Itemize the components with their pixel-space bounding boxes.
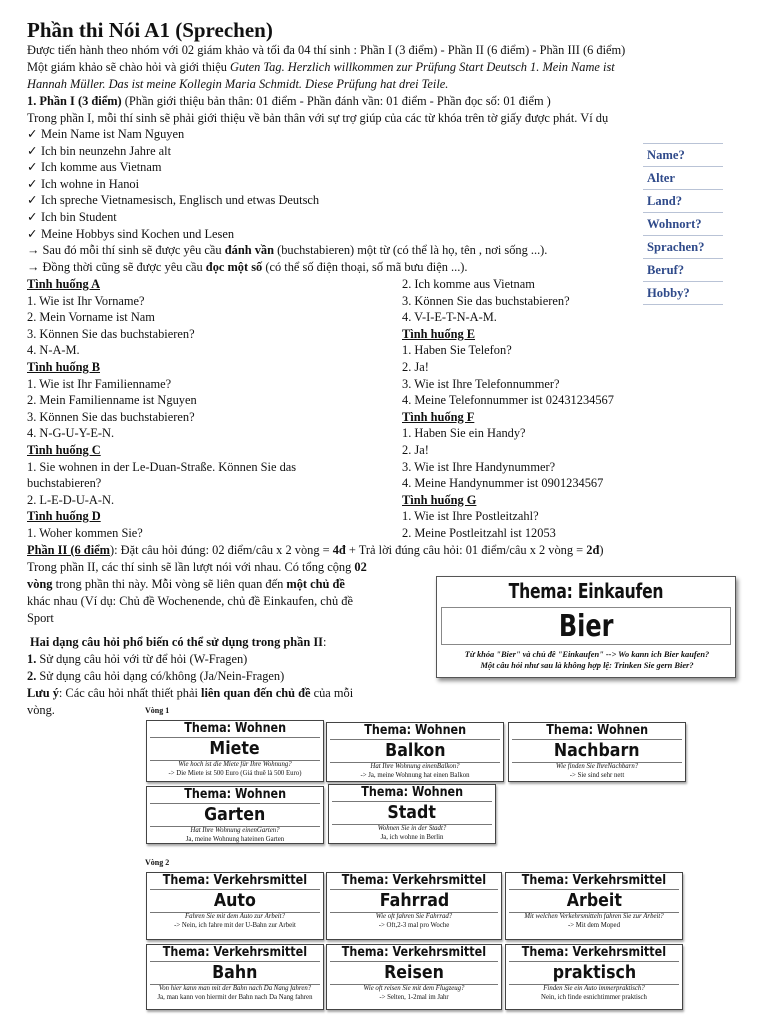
part1-heading-rest: (Phần giới thiệu bản thân: 01 điểm - Phần đánh vần: 01 điểm - Phần đọc số: 01 điểm ) [124,94,551,108]
number-instruction: → Đồng thời cũng sẽ được yêu cầu đọc một số (có thể số điện thoại, số mã bưu điện ...). [27,259,468,274]
dialog-line: 1. Sie wohnen in der Le-Duan-Straße. Können Sie das [27,459,297,474]
dialog-line: 4. N-G-U-Y-E-N. [27,426,115,441]
topic-card: Thema: Verkehrsmittel Bahn Von hier kann man mit der Bahn nach Da Nang fahren? Ja, man kann von hiermit der Bahn nach Da Nang fahren [146,944,324,1010]
dialog-line: 2. Meine Postleitzahl ist 12053 [402,525,556,540]
dialog-line: 2. Ja! [402,359,429,374]
question-form-2: 2. Sử dụng câu hỏi dạng có/không (Ja/Nein-Fragen) [27,669,285,683]
example-card-note: Từ khóa "Bier" và chủ đề "Einkaufen" --> Wo kann ich Bier kaufen? Một câu hỏi như sau là không hợp lệ: Trinken Sie gern Bier? [464,650,710,670]
topic-card: Thema: Wohnen Nachbarn Wie finden Sie IhreNachbarn? -> Sie sind sehr nett [508,722,686,782]
dialog-line: 1. Wie ist Ihr Familienname? [27,376,172,391]
topic-card: Thema: Verkehrsmittel Auto Fahren Sie mit dem Auto zur Arbeit? -> Nein, ich fahre mit der U-Bahn zur Arbeit [146,872,324,940]
example-card [436,576,736,678]
intro-line-2-text: Một giám khảo sẽ chào hỏi và giới thiệu [27,60,231,74]
sidebar-item-alter: Alter [643,167,723,190]
topic-card: Thema: Verkehrsmittel Reisen Wie oft reisen Sie mit dem Flugzeug? -> Selten, 1-2mal im Jahr [326,944,502,1010]
part1-heading [27,93,551,110]
dialog-line: 3. Können Sie das buchstabieren? [402,293,570,308]
situation-heading: Tình huống F [402,409,475,424]
situation-heading: Tình huống G [402,492,477,507]
check-icon: ✓ [27,226,38,241]
dialog-line: 1. Haben Sie ein Handy? [402,426,526,441]
dialog-line: 3. Können Sie das buchstabieren? [27,326,195,341]
example-card-word: Bier [441,607,731,645]
topic-card: Thema: Wohnen Balkon Hat Ihre Wohnung einenBalkon? -> Ja, meine Wohnung hat einen Balkon [326,722,504,782]
situations-right [402,276,702,542]
round-2-label: Vòng 2 [145,858,170,867]
dialog-line: 1. Wie ist Ihr Vorname? [27,293,145,308]
check-icon: ✓ [27,127,38,141]
part2-para-4: Sport [27,611,54,625]
dialog-line: 2. Mein Familienname ist Nguyen [27,393,197,408]
dialog-line: 3. Wie ist Ihre Handynummer? [402,459,556,474]
check-item: ✓ Ich bin neunzehn Jahre alt [27,143,172,158]
check-icon: ✓ [27,143,38,158]
dialog-line: 4. V-I-E-T-N-A-M. [402,310,497,325]
sidebar-item-name: Name? [643,144,723,167]
check-list [27,126,547,275]
situation-heading: Tình huống A [27,277,101,291]
check-item: ✓ Ich bin Student [27,209,117,224]
dialog-line: 1. Haben Sie Telefon? [402,343,512,358]
topic-card: Thema: Verkehrsmittel Fahrrad Wie oft fahren Sie Fahrrad? -> Oft,2-3 mal pro Woche [326,872,502,940]
check-item: ✓ Ich wohne in Hanoi [27,176,140,191]
sidebar-item-wohnort: Wohnort? [643,213,723,236]
situation-heading: Tình huống C [27,442,101,457]
question-form-1: 1. Sử dụng câu hỏi với từ để hỏi (W-Fragen) [27,652,248,666]
intro-line-3: Hannah Müller. Das ist meine Kollegin Maria Schmidt. Diese Prüfung hat drei Teile. [27,77,449,91]
part1-heading-bold: 1. Phần I (3 điểm) [27,94,122,108]
dialog-line: 2. Ja! [402,442,429,457]
sidebar-item-hobby: Hobby? [643,282,723,305]
check-icon: ✓ [27,160,38,175]
topic-card: Thema: Wohnen Stadt Wohnen Sie in der Stadt? Ja, ich wohne in Berlin [328,784,496,844]
check-item: ✓ Ich komme aus Vietnam [27,160,162,175]
check-item: ✓ Ich spreche Vietnamesisch, Englisch und etwas Deutsch [27,193,320,208]
dialog-line: 2. Ich komme aus Vietnam [402,277,535,291]
sidebar-item-sprachen: Sprachen? [643,236,723,259]
dialog-line: 4. Meine Telefonnummer ist 02431234567 [402,393,614,408]
topic-card: Thema: Wohnen Miete Wie hoch ist die Miete für Ihre Wohnung? -> Die Miete ist 500 Euro (Giá thuê là 500 Euro) [146,720,324,782]
check-item: ✓ Mein Name ist Nam Nguyen [27,127,185,141]
dialog-line: buchstabieren? [27,476,102,491]
check-icon: ✓ [27,209,38,224]
check-icon: ✓ [27,176,38,191]
topic-card: Thema: Verkehrsmittel praktisch Finden Sie ein Auto immerpraktisch? Nein, ich finde esnichtimmer praktisch [505,944,683,1010]
dialog-line: 3. Wie ist Ihre Telefonnummer? [402,376,560,391]
dialog-line: 2. Mein Vorname ist Nam [27,310,155,325]
check-item: ✓ Meine Hobbys sind Kochen und Lesen [27,226,235,241]
note-line-1: Lưu ý: Các câu hỏi nhất thiết phải liên quan đến chủ đề của mỗi [27,686,354,700]
round-1-label: Vòng 1 [145,706,170,715]
intro-greeting: Guten Tag. Herzlich willkommen zur Prüfung Start Deutsch 1. Mein Name ist [230,60,615,74]
sidebar-item-beruf: Beruf? [643,259,723,282]
example-card-topic: Thema: Einkaufen [508,579,664,603]
page-title: Phần thi Nói A1 (Sprechen) [27,18,273,42]
topic-card: Thema: Verkehrsmittel Arbeit Mit welchen Verkehrsmitteln fahren Sie zur Arbeit? -> Mit dem Moped [505,872,683,940]
situations-left [27,276,407,542]
dialog-line: 1. Wie ist Ihre Postleitzahl? [402,509,539,524]
part2-para-2: vòng trong phần thi này. Mỗi vòng sẽ liên quan đến một chủ đề [27,577,345,591]
situation-heading: Tình huống B [27,359,101,374]
dialog-line: 3. Können Sie das buchstabieren? [27,409,195,424]
check-icon: ✓ [27,193,38,208]
part2-para-1: Trong phần II, các thí sinh sẽ lần lượt nói với nhau. Có tổng cộng 02 [27,560,367,574]
part2-heading: Phần II (6 điểm): Đặt câu hỏi đúng: 02 điểm/câu x 2 vòng = 4đ + Trả lời đúng câu hỏi: 01 điểm/câu x 2 vòng = 2đ) [27,543,604,557]
dialog-line: 2. L-E-D-U-A-N. [27,492,115,507]
situation-heading: Tình huống D [27,509,101,524]
question-forms-heading: Hai dạng câu hỏi phổ biến có thể sử dụng trong phần II: [30,635,327,649]
spelling-instruction: → Sau đó mỗi thí sinh sẽ được yêu cầu đánh vần (buchstabieren) một từ (có thể là họ, tên , nơi sống ...). [27,243,548,258]
part1-description: Trong phần I, mỗi thí sinh sẽ phải giới thiệu về bản thân với sự trợ giúp của các từ khóa trên tờ giấy được phát. Ví dụ [27,111,609,125]
intro-line-1: Được tiến hành theo nhóm với 02 giám khảo và tối đa 04 thí sinh : Phần I (3 điểm) - Phần II (6 điểm) - Phần III (6 điểm) [27,43,626,57]
part2-para-3: khác nhau (Ví dụ: Chủ đề Wochenende, chủ đề Einkaufen, chủ đề [27,594,353,608]
dialog-line: 1. Woher kommen Sie? [27,525,143,540]
situation-heading: Tình huống E [402,326,476,341]
dialog-line: 4. N-A-M. [27,343,80,358]
sidebar-item-land: Land? [643,190,723,213]
topic-card: Thema: Wohnen Garten Hat Ihre Wohnung einenGarten? Ja, meine Wohnung hateinen Garten [146,786,324,844]
intro-line-2 [27,59,615,76]
note-line-2: vòng. [27,703,55,717]
dialog-line: 4. Meine Handynummer ist 0901234567 [402,476,604,491]
